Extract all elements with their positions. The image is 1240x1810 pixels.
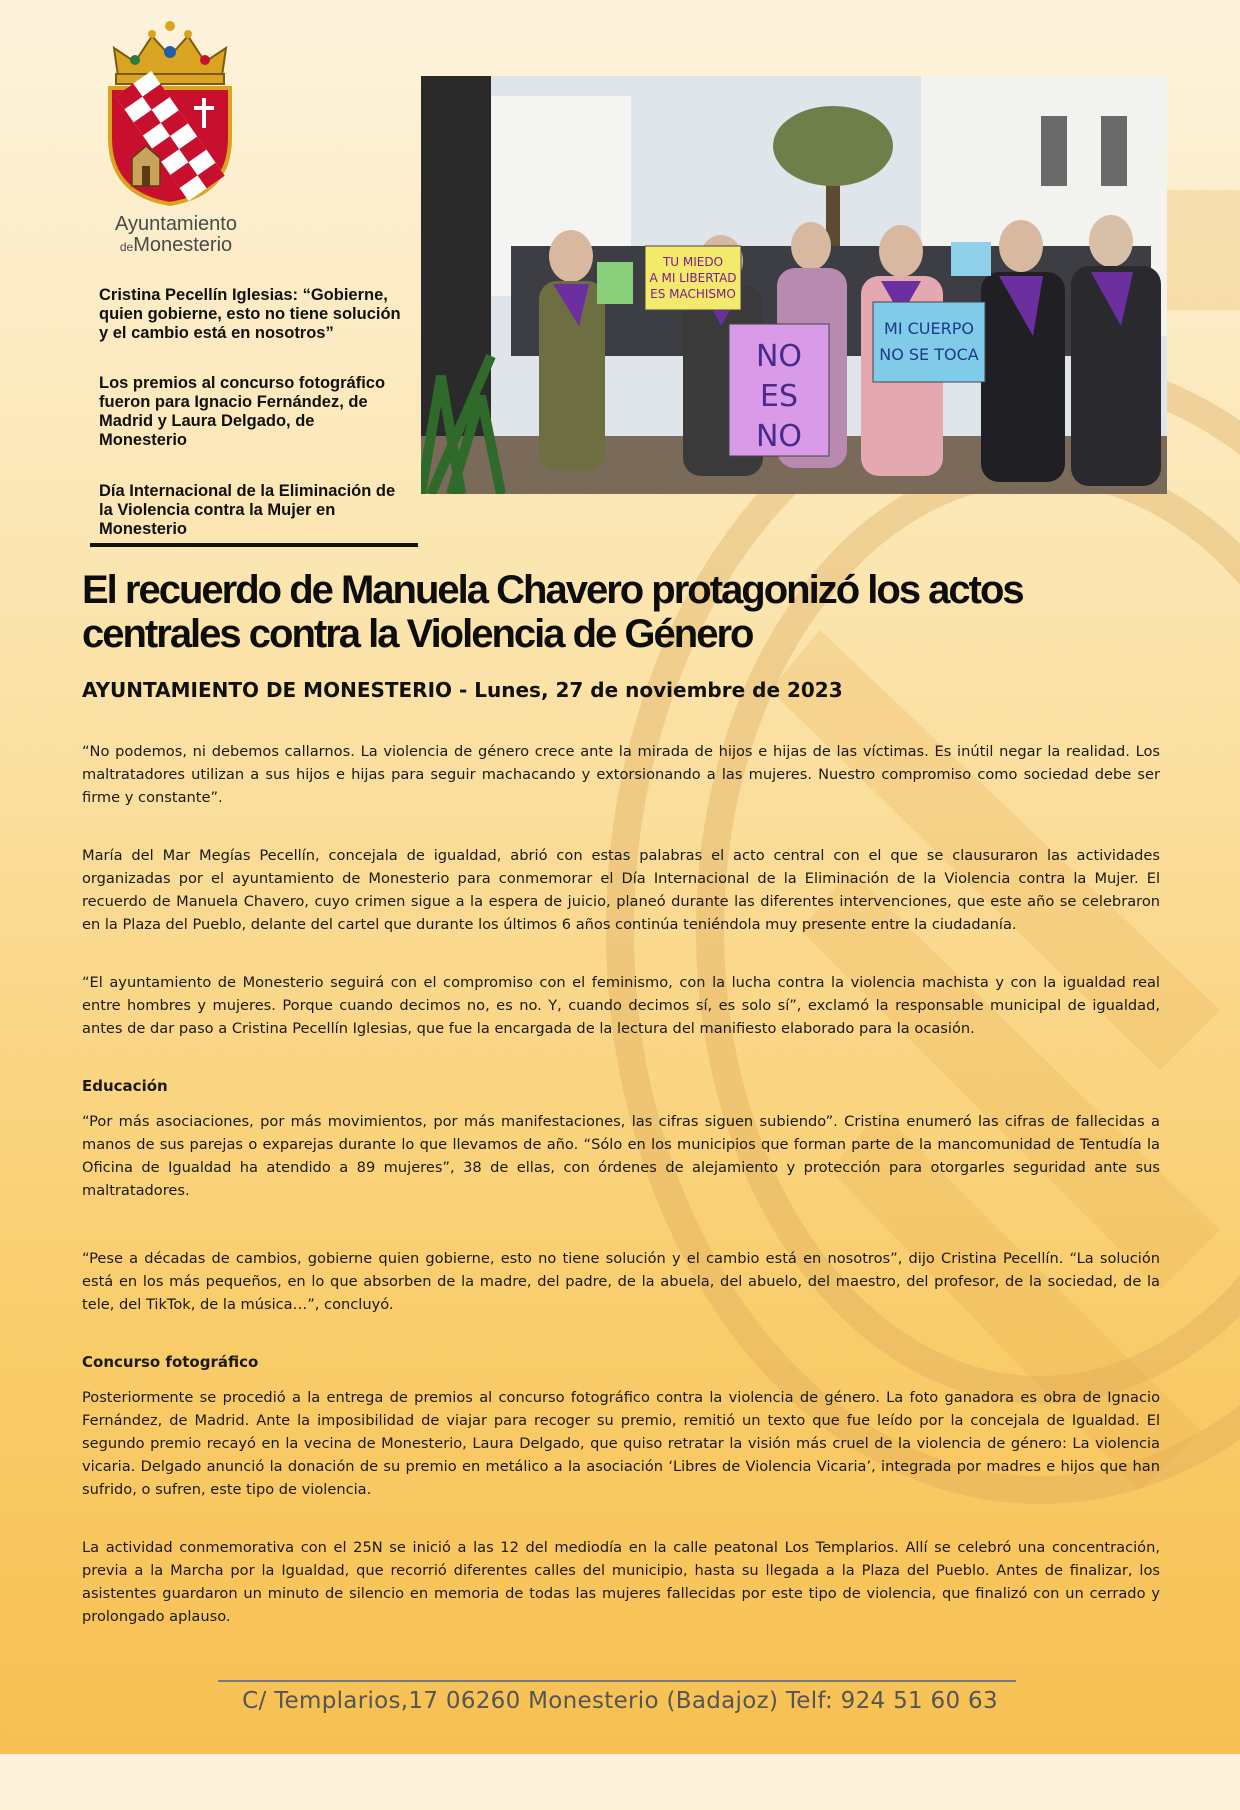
section-heading-educacion: Educación — [82, 1077, 168, 1095]
article-paragraph: “No podemos, ni debemos callarnos. La violencia de género crece ante la mirada de hijos e hijas de las víctimas. Es inútil negar la realidad. Los maltratadores utilizan a sus hijos e hijas para seguir machacando y extorsionando a las mujeres. Nuestro compromiso como sociedad debe ser firme y constante”. — [82, 743, 1160, 806]
article-paragraph: “Pese a décadas de cambios, gobierne quien gobierne, esto no tiene solución y el cambio está en nosotros”, dijo Cristina Pecellín. “La solución está en los más pequeños, en lo que absorben de la madre, del padre, de la abuela, del abuelo, del maestro, del profesor, de la sociedad, de la tele, del TikTok, de la música…”, concluyó. — [82, 1250, 1160, 1313]
highlight-item: Cristina Pecellín Iglesias: “Gobierne, quien gobierne, esto no tiene solución y el cambio está en nosotros” — [99, 286, 401, 342]
logo-wordmark — [96, 214, 256, 258]
article-byline: AYUNTAMIENTO DE MONESTERIO - Lunes, 27 de noviembre de 2023 — [82, 678, 843, 702]
svg-text:NO: NO — [755, 419, 803, 454]
logo-line1: Ayuntamiento — [115, 213, 237, 235]
footer-divider — [218, 1680, 1016, 1682]
article-paragraph: Posteriormente se procedió a la entrega de premios al concurso fotográfico contra la violencia de género. La foto ganadora es obra de Ignacio Fernández, de Madrid. Ante la imposibilidad de viajar para recoger su premio, remitió un texto que fue leído por la concejala de Igualdad. El segundo premio recayó en la vecina de Monesterio, Laura Delgado, que quiso retratar la visión más cruel de la violencia de género: La violencia vicaria. Delgado anunció la donación de su premio en metálico a la asociación ‘Libres de Violencia Vicaria’, integrada por madres e hijos que han sufrido, o sufren, este tipo de violencia. — [82, 1389, 1160, 1498]
article-paragraph: La actividad conmemorativa con el 25N se inició a las 12 del mediodía en la calle peatonal Los Templarios. Allí se celebró una concentración, previa a la Marcha por la Igualdad, que recorrió diferentes calles del municipio, hasta su llegada a la Plaza del Pueblo. Antes de finalizar, los asistentes guardaron un minuto de silencio en memoria de todas las mujeres fallecidas por este tipo de violencia, que finalizó con un cerrado y prolongado aplauso. — [82, 1539, 1160, 1625]
svg-text:ES MACHISMO: ES MACHISMO — [650, 287, 736, 301]
svg-text:ES: ES — [760, 379, 798, 414]
article-body — [82, 740, 1160, 1628]
svg-text:TU MIEDO: TU MIEDO — [662, 255, 724, 269]
header-photo — [421, 76, 1167, 494]
footer-address: C/ Templarios,17 06260 Monesterio (Badajoz) Telf: 924 51 60 63 — [242, 1688, 998, 1714]
section-heading-concurso: Concurso fotográfico — [82, 1353, 259, 1371]
svg-text:MI CUERPO: MI CUERPO — [884, 319, 974, 338]
svg-text:NO SE TOCA: NO SE TOCA — [879, 345, 979, 364]
article-paragraph: “El ayuntamiento de Monesterio seguirá con el compromiso con el feminismo, con la lucha contra la violencia machista y con la igualdad real entre hombres y mujeres. Porque cuando decimos no, es no. Y, cuando decimos sí, es solo sí”, exclamó la responsable municipal de igualdad, antes de dar paso a Cristina Pecellín Iglesias, que fue la encargada de la lectura del manifiesto elaborado para la ocasión. — [82, 974, 1160, 1037]
coat-of-arms-icon — [100, 18, 240, 208]
article-paragraph: María del Mar Megías Pecellín, concejala de igualdad, abrió con estas palabras el acto central con el que se clausuraron las actividades organizadas por el ayuntamiento de Monesterio para conmemorar el Día Internacional de la Eliminación de la Violencia contra la Mujer. El recuerdo de Manuela Chavero, cuyo crimen sigue a la espera de juicio, planeó durante las diferentes intervenciones, que este año se celebraron en la Plaza del Pueblo, delante del cartel que durante los últimos 6 años continúa teniéndola muy presente entre la ciudadanía. — [82, 847, 1160, 933]
highlight-item: Día Internacional de la Eliminación de la Violencia contra la Mujer en Monesterio — [99, 482, 396, 538]
article-paragraph: “Por más asociaciones, por más movimientos, por más manifestaciones, las cifras siguen subiendo”. Cristina enumeró las cifras de fallecidas a manos de sus parejas o exparejas durante lo que llevamos de año. “Sólo en los municipios que forman parte de la mancomunidad de Tentudía la Oficina de Igualdad ha atendido a 89 mujeres”, 38 de ellas, con órdenes de alejamiento y protección para otorgarles seguridad ante sus maltratadores. — [82, 1113, 1160, 1199]
logo-line2: Monesterio — [133, 234, 233, 256]
svg-text:NO: NO — [755, 339, 803, 374]
logo-line2-prefix: de — [119, 240, 134, 254]
article-headline: El recuerdo de Manuela Chavero protagonizó los actos centrales contra la Violencia de Género — [82, 568, 1023, 656]
sidebar-divider — [90, 543, 418, 547]
highlight-item: Los premios al concurso fotográfico fueron para Ignacio Fernández, de Madrid y Laura Delgado, de Monesterio — [99, 374, 386, 449]
svg-text:A MI LIBERTAD: A MI LIBERTAD — [649, 271, 737, 285]
